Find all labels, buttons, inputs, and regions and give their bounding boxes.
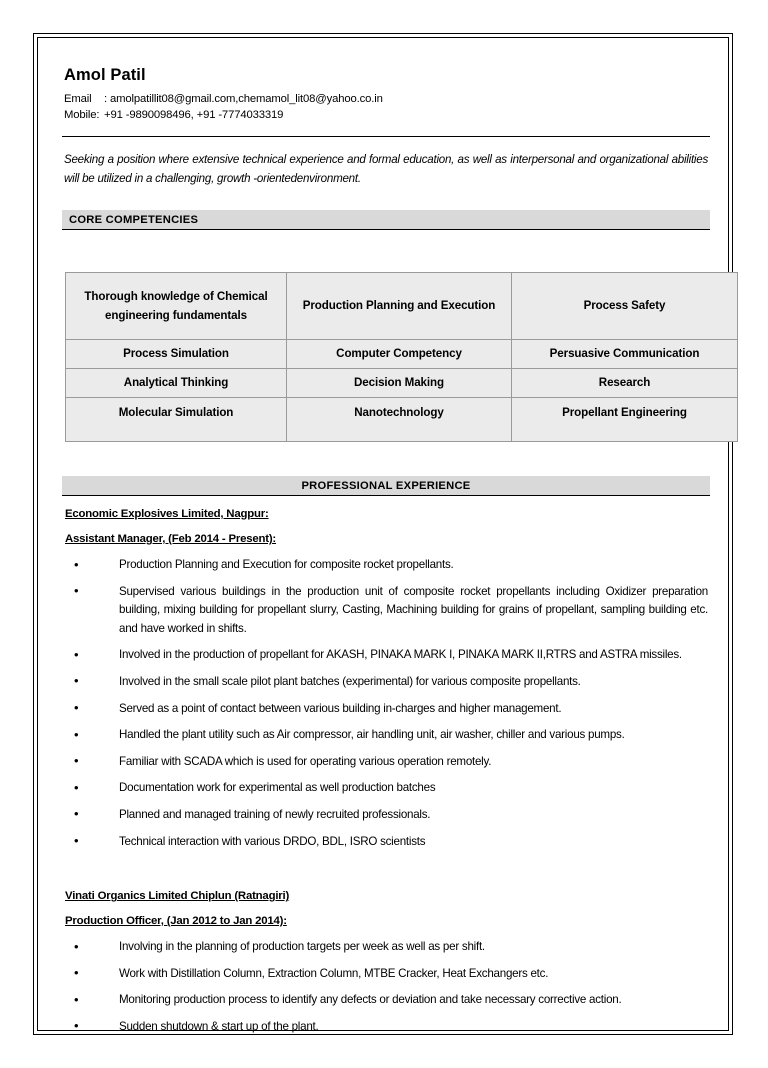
table-row <box>66 340 738 369</box>
page-frame-outer <box>33 33 733 1035</box>
list-item: • Technical interaction with various DRDO, BDL, ISRO scientists <box>62 833 710 852</box>
competency-cell: Production Planning and Execution <box>287 273 512 340</box>
list-item: • Documentation work for experimental as well production batches <box>62 779 710 798</box>
core-competencies-table <box>65 272 738 442</box>
list-item: • Supervised various buildings in the production unit of composite rocket propellants including Oxidizer preparation building, mixing building for propellant slurry, Casting, Machining building for grains of propellant, sampling building etc. and have worked in shifts. <box>62 583 710 639</box>
competency-cell: Persuasive Communication <box>512 340 738 369</box>
list-item: • Handled the plant utility such as Air compressor, air handling unit, air washer, chiller and various pumps. <box>62 726 710 745</box>
job-company: Economic Explosives Limited, Nagpur: <box>65 508 269 520</box>
email-line <box>64 92 710 108</box>
competency-cell: Nanotechnology <box>287 398 512 442</box>
candidate-name: Amol Patil <box>64 66 146 84</box>
job-separator <box>62 859 710 879</box>
competency-cell: Computer Competency <box>287 340 512 369</box>
table-row <box>66 398 738 442</box>
competency-cell: Thorough knowledge of Chemical engineering fundamentals <box>66 273 287 340</box>
competency-cell: Molecular Simulation <box>66 398 287 442</box>
list-item: • Work with Distillation Column, Extraction Column, MTBE Cracker, Heat Exchangers etc. <box>62 965 710 984</box>
job-responsibilities-list <box>62 938 710 1036</box>
job-responsibilities-list <box>62 556 710 851</box>
email-label: Email <box>64 93 92 105</box>
competency-cell: Analytical Thinking <box>66 369 287 398</box>
competency-cell: Process Simulation <box>66 340 287 369</box>
list-item: • Familiar with SCADA which is used for operating various operation remotely. <box>62 753 710 772</box>
mobile-value: +91 -9890098496, +91 -7774033319 <box>104 108 284 121</box>
section-header-core-competencies: CORE COMPETENCIES <box>62 210 710 230</box>
page-frame-inner <box>37 37 729 1031</box>
job-company: Vinati Organics Limited Chiplun (Ratnagiri) <box>65 890 290 903</box>
objective-statement: Seeking a position where extensive technical experience and formal education, as well as interpersonal and organizational abilities will be utilized in a challenging, growth -orientedenvironment. <box>64 153 708 185</box>
list-item: • Production Planning and Execution for composite rocket propellants. <box>62 556 710 575</box>
resume-header <box>62 66 710 123</box>
mobile-label: Mobile: <box>64 108 100 121</box>
resume-content <box>62 66 710 1045</box>
section-header-professional-experience: PROFESSIONAL EXPERIENCE <box>62 476 710 496</box>
list-item: • Involving in the planning of production targets per week as well as per shift. <box>62 938 710 957</box>
job-role: Production Officer, (Jan 2012 to Jan 2014): <box>65 915 287 928</box>
table-row <box>66 273 738 340</box>
job-entry <box>62 496 710 851</box>
list-item: • Sudden shutdown & start up of the plant. <box>62 1018 710 1037</box>
table-row <box>66 369 738 398</box>
mobile-line <box>64 108 710 124</box>
list-item: • Served as a point of contact between various building in-charges and higher management. <box>62 700 710 719</box>
competency-cell: Decision Making <box>287 369 512 398</box>
list-item: • Involved in the production of propellant for AKASH, PINAKA MARK I, PINAKA MARK II,RTRS and ASTRA missiles. <box>62 646 710 665</box>
list-item: • Monitoring production process to identify any defects or deviation and take necessary corrective action. <box>62 991 710 1010</box>
email-value: : amolpatillit08@gmail.com,chemamol_lit08@yahoo.co.in <box>104 93 383 105</box>
job-role: Assistant Manager, (Feb 2014 - Present): <box>65 533 277 545</box>
competency-cell: Research <box>512 369 738 398</box>
header-divider <box>62 136 710 137</box>
list-item: • Involved in the small scale pilot plant batches (experimental) for various composite propellants. <box>62 673 710 692</box>
list-item: • Planned and managed training of newly recruited professionals. <box>62 806 710 825</box>
job-entry <box>62 879 710 1036</box>
competency-cell: Propellant Engineering <box>512 398 738 442</box>
competency-cell: Process Safety <box>512 273 738 340</box>
